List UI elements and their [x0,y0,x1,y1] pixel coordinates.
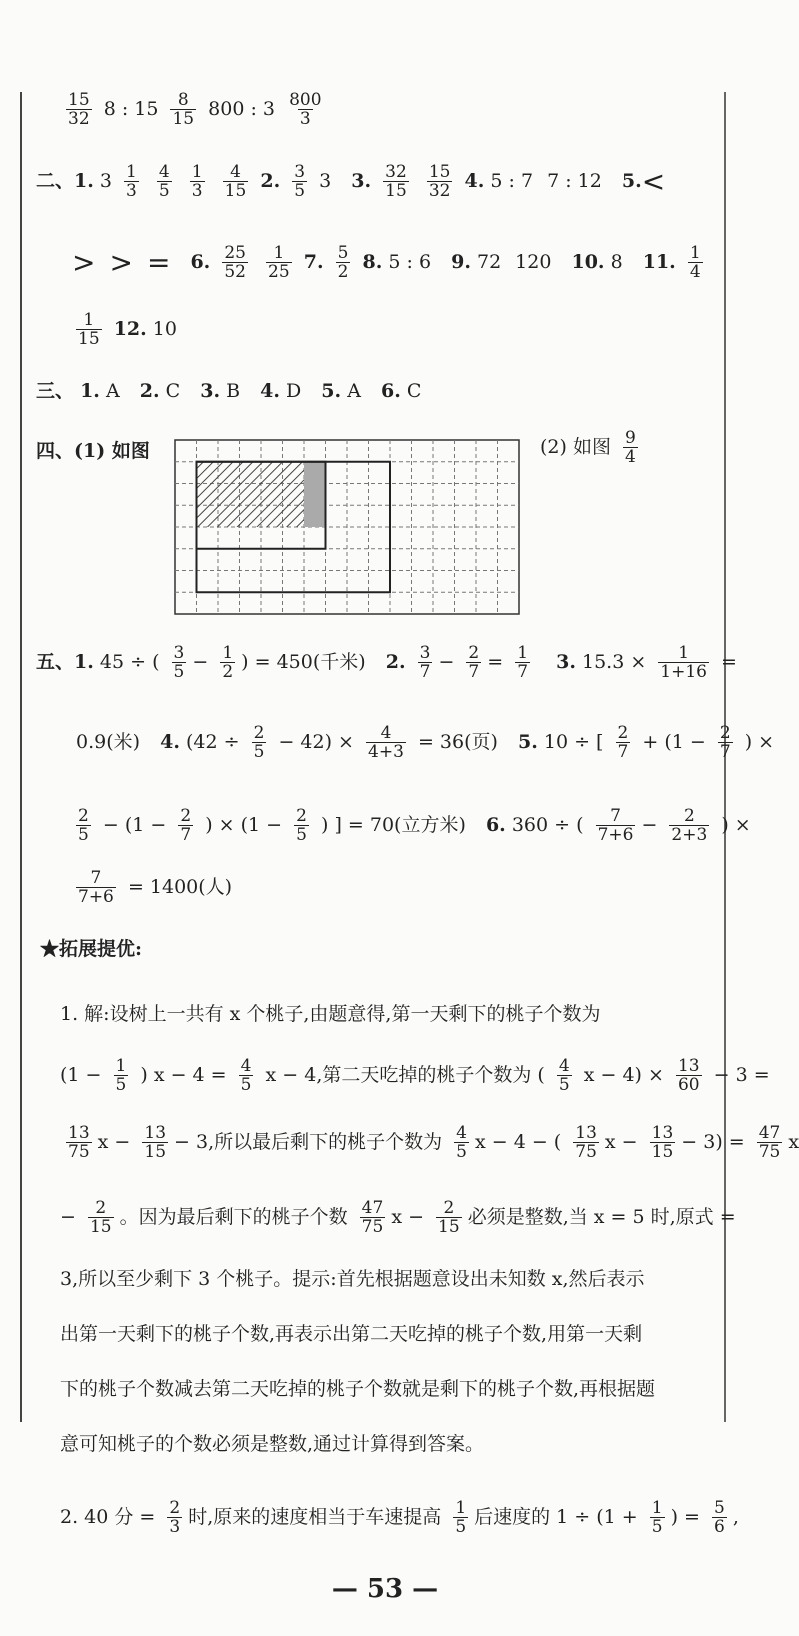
section-5-row-2: 0.9(米) 4. (42 ÷ $\frac{2}{5}$ − 42) × $\frac{4}{4+3}$ = 36(页) 5. 10 ÷ [ $\frac{2}{7}$ + (1 − $\frac{2}{7}$ ) × [76,723,775,762]
ext-line-7: 下的桃子个数减去第二天吃掉的桃子个数就是剩下的桃子个数,再根据题 [60,1378,656,1400]
section-2-row-2: > > = 6. $\frac{25}{52}$ $\frac{1}{25}$ 7. $\frac{5}{2}$ 8. 5 : 6 9. 72 120 10. 8 11. $\frac{1}{4}$ [72,243,701,282]
ext-line-2: (1 − $\frac{1}{5}$ ) x − 4 = $\frac{4}{5}$ x − 4,第二天吃掉的桃子个数为 ( $\frac{4}{5}$ x − 4) × $\frac{13}{60}$ − 3 = [60,1056,770,1095]
ext-line-5: 3,所以至少剩下 3 个桃子。提示:首先根据题意设出未知数 x,然后表示 [60,1268,645,1290]
top-answers: $\frac{15}{32}$ 8 : 15 $\frac{8}{15}$ 800 : 3 $\frac{800}{3}$ [68,90,322,129]
hatched-region [197,462,305,527]
grid-figure [175,440,520,620]
extension-title: ★拓展提优: [40,938,143,960]
section-4-label: 四、(1) 如图 [36,440,150,462]
left-margin-rule [20,92,22,1422]
gray-region [304,462,326,527]
page-number: — 53 — [331,1574,439,1604]
ext-line-8: 意可知桃子的个数必须是整数,通过计算得到答案。 [60,1433,485,1455]
ext-line-1: 1. 解:设树上一共有 x 个桃子,由题意得,第一天剩下的桃子个数为 [60,1003,601,1025]
fraction: $\frac{15}{32}$ [68,90,90,129]
section-5-row-3: $\frac{2}{5}$ − (1 − $\frac{2}{7}$ ) × (1 − $\frac{2}{5}$ ) ] = 70(立方米) 6. 360 ÷ ( $\frac{7}{7+6}$ − $\frac{2}{2+3}$ ) × [78,806,751,845]
section-5-row-4: $\frac{7}{7+6}$ = 1400(人) [78,868,233,907]
ext-line-9: 2. 40 分 = $\frac{2}{3}$ 时,原来的速度相当于车速提高 $\frac{1}{5}$ 后速度的 1 ÷ (1 + $\frac{1}{5}$ ) = $\frac{5}{6}$ , [60,1498,739,1537]
section-3: 三、 1. A 2. C 3. B 4. D 5. A 6. C [36,380,422,402]
section-5-row-1: 五、1. 45 ÷ ( $\frac{3}{5}$ − $\frac{1}{2}$ ) = 450(千米) 2. $\frac{3}{7}$ − $\frac{2}{7}$ = $\frac{1}{7}$ 3. 15.3 × $\frac{1}{1+16}$ = [36,643,737,682]
section-4-part-2: (2) 如图 $\frac{9}{4}$ [540,428,636,467]
ext-line-3: $\frac{13}{75}$ x − $\frac{13}{15}$ − 3,所以最后剩下的桃子个数为 $\frac{4}{5}$ x − 4 − ( $\frac{13}{75}$ x − $\frac{13}{15}$ − 3) = $\frac{47}{75}$ x [68,1123,799,1162]
section-2-row-3: $\frac{1}{15}$ 12. 10 [78,310,177,349]
ext-line-4: − $\frac{2}{15}$ 。因为最后剩下的桃子个数 $\frac{47}{75}$ x − $\frac{2}{15}$ 必须是整数,当 x = 5 时,原式 = [60,1198,736,1237]
ext-line-6: 出第一天剩下的桃子个数,再表示出第二天吃掉的桃子个数,用第一天剩 [60,1323,643,1345]
section-2-row-1: 二、1. 3 $\frac{1}{3}$ $\frac{4}{5}$ $\frac{1}{3}$ $\frac{4}{15}$ 2. $\frac{3}{5}$ 3 3. $\frac{32}{15}$ $\frac{15}{32}$ 4. 5 : 7 7 : 12 5.< [36,162,666,201]
